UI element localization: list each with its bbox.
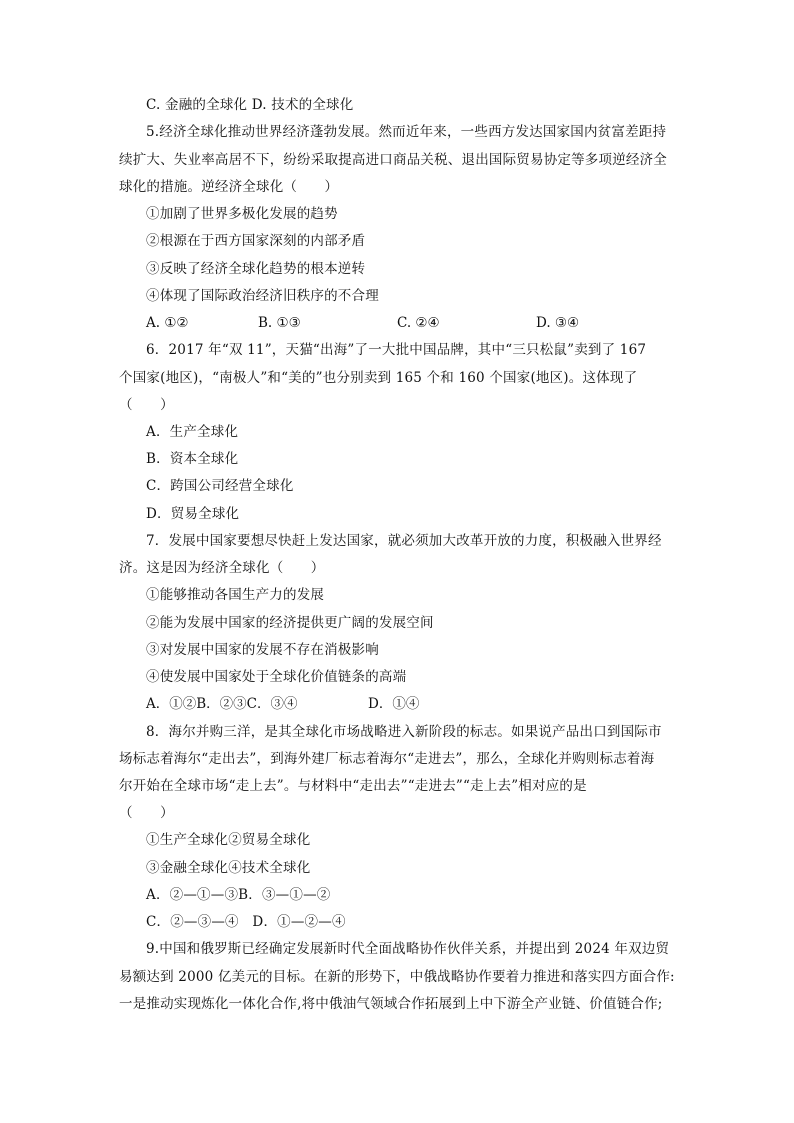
q9-stem-line-1: 9.中国和俄罗斯已经确定发展新时代全面战略协作伙伴关系，并提出到 2024 年双边贸: [146, 941, 670, 957]
q9-stem-line-3: 一是推动实现炼化一体化合作,将中俄油气领域合作拓展到上中下游全产业链、价值链合作;: [119, 996, 663, 1012]
q5-stem-line-1: 5.经济全球化推动世界经济蓬勃发展。然而近年来，一些西方发达国家国内贫富差距持: [146, 124, 667, 140]
q8-stem-line-3: 尔开始在全球市场“走上去”。与材料中“走出去”“走进去”“走上去”相对应的是: [119, 778, 587, 794]
q5-option-a: A. ①②: [146, 315, 189, 331]
q7-option-d: D．①④: [368, 696, 420, 712]
q8-item-2: ③金融全球化④技术全球化: [146, 860, 311, 876]
q4-options: C. 金融的全球化 D. 技术的全球化: [146, 97, 354, 113]
q6-option-a: A．生产全球化: [146, 424, 239, 440]
q5-item-4: ④体现了国际政治经济旧秩序的不合理: [146, 288, 379, 304]
q8-stem-line-4: （ ）: [119, 805, 174, 821]
q6-option-c: C．跨国公司经营全球化: [146, 478, 294, 494]
q6-stem-line-1: 6．2017 年“双 11”，天猫“出海”了一大批中国品牌，其中“三只松鼠”卖到了 167: [146, 342, 647, 358]
q8-stem-line-2: 场标志着海尔“走出去”，到海外建厂标志着海尔“走进去”，那么，全球化并购则标志着海: [119, 751, 655, 767]
q5-item-1: ①加剧了世界多极化发展的趋势: [146, 206, 338, 222]
q5-stem-line-2: 续扩大、失业率高居不下，纷纷采取提高进口商品关税、退出国际贸易协定等多项逆经济全: [119, 152, 667, 168]
q8-options-line-2: C．②—③—④ D．①—②—④: [146, 914, 346, 930]
q5-option-b: B. ①③: [258, 315, 301, 331]
q7-options-abc: A．①②B．②③C．③④: [146, 696, 298, 712]
q5-item-2: ②根源在于西方国家深刻的内部矛盾: [146, 233, 366, 249]
q8-options-line-1: A．②—①—③B．③—①—②: [146, 887, 331, 903]
q5-stem-line-3: 球化的措施。逆经济全球化（ ）: [119, 179, 339, 195]
q6-option-b: B．资本全球化: [146, 451, 239, 467]
q6-stem-line-2: 个国家(地区)，“南极人”和“美的”也分别卖到 165 个和 160 个国家(地区)。这体现了: [119, 370, 638, 386]
q7-item-2: ②能为发展中国家的经济提供更广阔的发展空间: [146, 615, 434, 631]
q7-item-1: ①能够推动各国生产力的发展: [146, 587, 325, 603]
q5-option-c: C. ②④: [397, 315, 440, 331]
q8-item-1: ①生产全球化②贸易全球化: [146, 832, 311, 848]
q8-stem-line-1: 8．海尔并购三洋，是其全球化市场战略进入新阶段的标志。如果说产品出口到国际市: [146, 724, 662, 740]
q7-item-4: ④使发展中国家处于全球化价值链条的高端: [146, 669, 407, 685]
q7-stem-line-1: 7．发展中国家要想尽快赶上发达国家，就必须加大改革开放的力度，积极融入世界经: [146, 533, 662, 549]
q7-item-3: ③对发展中国家的发展不存在消极影响: [146, 642, 379, 658]
q7-stem-line-2: 济。这是因为经济全球化（ ）: [119, 560, 325, 576]
q9-stem-line-2: 易额达到 2000 亿美元的目标。在新的形势下，中俄战略协作要着力推进和落实四方面合作:: [119, 969, 675, 985]
q5-option-d: D. ③④: [536, 315, 580, 331]
q6-option-d: D．贸易全球化: [146, 506, 240, 522]
q5-item-3: ③反映了经济全球化趋势的根本逆转: [146, 261, 366, 277]
q6-stem-line-3: （ ）: [119, 397, 174, 413]
